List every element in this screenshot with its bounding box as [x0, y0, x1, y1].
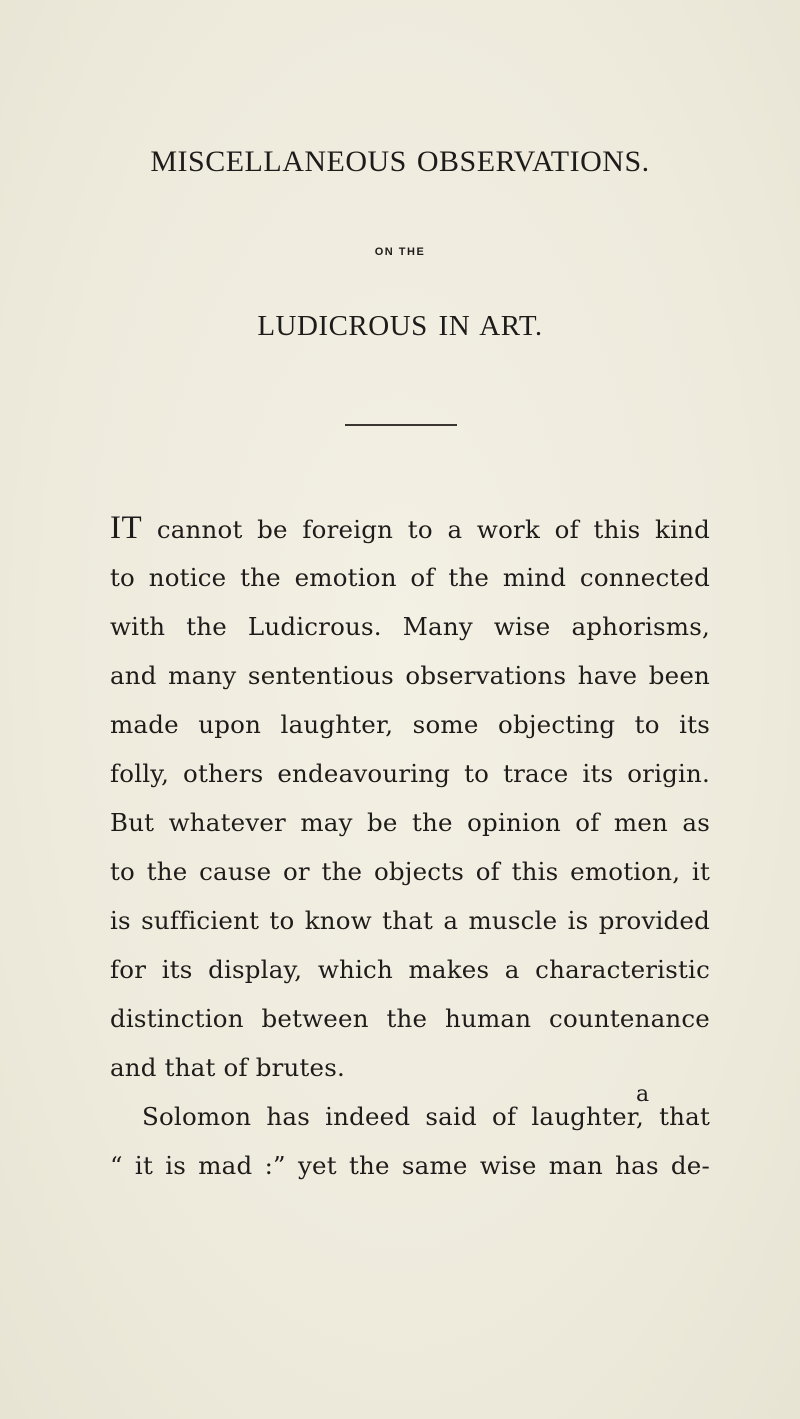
text-line: for its display, which makes a characteristic	[110, 955, 710, 984]
text-line: But whatever may be the opinion of men as	[110, 808, 710, 837]
catchword: a	[636, 1082, 650, 1107]
text-line: is sufficient to know that a muscle is provided	[110, 906, 710, 935]
text-line: distinction between the human countenance	[110, 1004, 710, 1033]
text-line: and many sententious observations have been	[110, 661, 710, 690]
text-line: made upon laughter, some objecting to its	[110, 710, 710, 739]
divider-rule	[345, 424, 457, 426]
text-line: Solomon has indeed said of laughter, that	[142, 1102, 710, 1131]
text-line: with the Ludicrous. Many wise aphorisms,	[110, 612, 710, 641]
text-line: folly, others endeavouring to trace its origin.	[110, 759, 710, 788]
chapter-title: LUDICROUS IN ART.	[257, 310, 543, 342]
main-heading: MISCELLANEOUS OBSERVATIONS.	[150, 145, 650, 178]
drop-cap: IT	[110, 510, 143, 546]
body-paragraph	[110, 504, 710, 1190]
text-line: to the cause or the objects of this emotion, it	[110, 857, 710, 886]
text-line: and that of brutes.	[110, 1053, 346, 1082]
text-line	[110, 504, 710, 553]
text-line-rest: cannot be foreign to a work of this kind	[142, 515, 710, 544]
text-line: “ it is mad :” yet the same wise man has de-	[110, 1151, 710, 1180]
text-line: to notice the emotion of the mind connected	[110, 563, 710, 592]
sub-heading: ON THE	[374, 246, 426, 258]
